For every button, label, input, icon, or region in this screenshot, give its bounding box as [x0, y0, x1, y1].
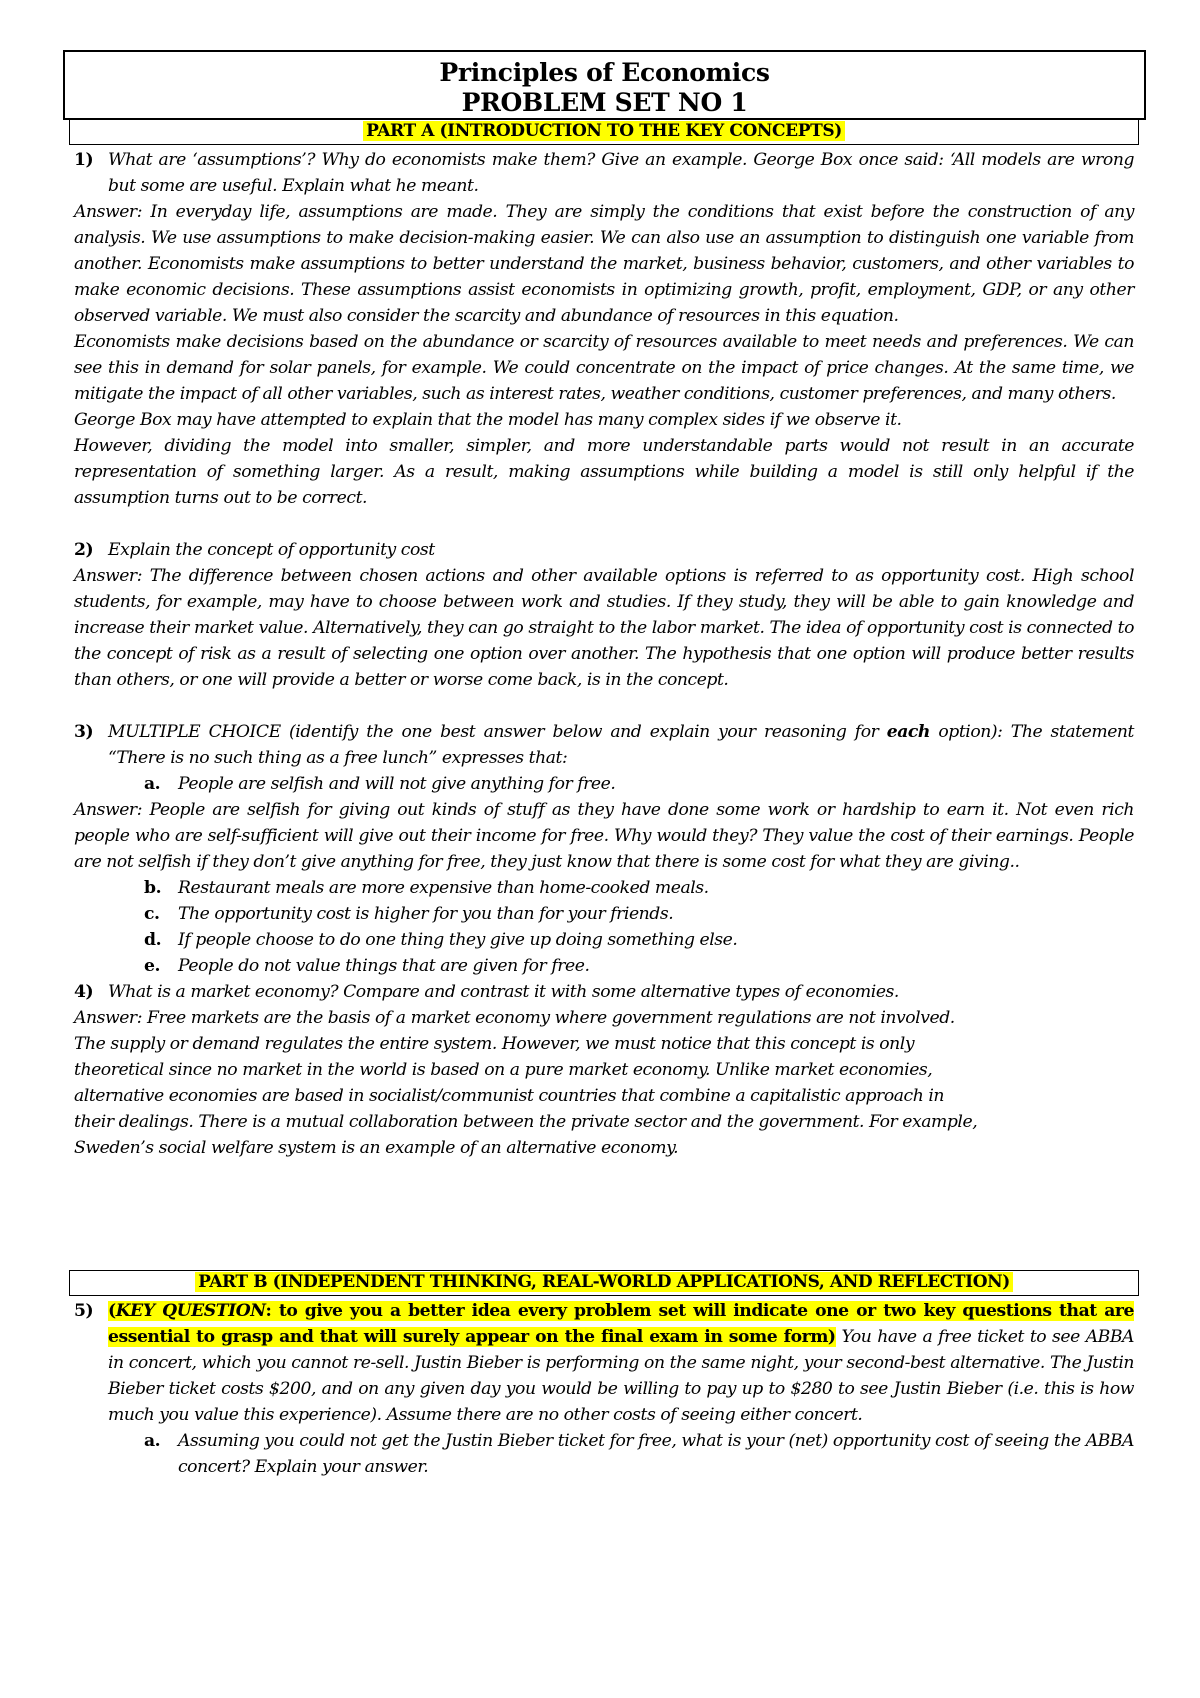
answer-paragraph: Answer: The difference between chosen actions and other available options is referred to as opportunity cost. High school students, for example, may have to choose between work and studies. If they study, they will be able to gain knowledge and increase their market value. Alternatively, they can go straight to the labor market. The idea of opportunity cost is connected to the concept of risk as a result of selecting one option over another. The hypothesis that one option will produce better results than others, or one will provide a better or worse come back, is in the concept.: [74, 566, 1134, 690]
key-question-text: : to give you a better idea every problem set will indicate one or two key questions that are essential to grasp and that will surely appear on the final exam in some form): [108, 1301, 1134, 1347]
option-d: [144, 927, 1134, 953]
option-label: d.: [144, 930, 162, 950]
option-text: Restaurant meals are more expensive than home-cooked meals.: [178, 878, 709, 898]
option-text: People are selfish and will not give anything for free.: [178, 774, 616, 794]
question-number: 2): [74, 540, 94, 560]
option-e: [144, 953, 1134, 979]
question-text-end: option): The statement “There is no such thing as a free lunch” expresses that:: [108, 722, 1134, 768]
question-text: [108, 719, 1134, 771]
option-a-answer: Answer: People are selfish for giving out kinds of stuff as they have done some work or hardship to earn it. Not even rich people who are self-sufficient will give out their income for free. Why would they? They value the cost of their earnings. People are not selfish if they don’t give anything for free, they just know that there is some cost for what they are giving..: [74, 800, 1134, 872]
option-label: b.: [144, 878, 162, 898]
option-label: c.: [144, 904, 160, 924]
sub-question-a: [144, 1428, 1134, 1480]
question-number: 1): [74, 150, 94, 170]
answer-paragraph: However, dividing the model into smaller, simpler, and more understandable parts would not result in an accurate representation of something larger. As a result, making assumptions while building a model is still only helpful if the assumption turns out to be correct.: [74, 436, 1134, 508]
document-body: [74, 147, 1134, 1161]
key-open: (: [108, 1301, 116, 1321]
option-b: [144, 875, 1134, 901]
option-text: People do not value things that are given for free.: [178, 956, 590, 976]
part-b-label: PART B (INDEPENDENT THINKING, REAL-WORLD APPLICATIONS, AND REFLECTION): [195, 1272, 1013, 1292]
question-4: [74, 979, 1134, 1005]
question-text: [108, 1298, 1134, 1428]
part-b-header: [69, 1270, 1139, 1296]
part-a-label: PART A (INTRODUCTION TO THE KEY CONCEPTS): [363, 121, 845, 141]
option-a: [144, 771, 1134, 797]
question-number: 4): [74, 982, 94, 1002]
sub-question-text: Assuming you could not get the Justin Bieber ticket for free, what is your (net) opportunity cost of seeing the ABBA concert? Explain your answer.: [178, 1431, 1134, 1477]
question-body: You have a free ticket to see ABBA in concert, which you cannot re-sell. Justin Bieber is performing on the same night, your second-best alternative. The Justin Bieber ticket costs $200, and on any given day you would be willing to pay up to $280 to see Justin Bieber (i.e. this is how much you value this experience). Assume there are no other costs of seeing either concert.: [108, 1327, 1134, 1425]
document-title: Principles of Economics: [439, 58, 770, 87]
question-2: [74, 537, 1134, 563]
part-a-header: [69, 119, 1139, 145]
question-text: What are ‘assumptions’? Why do economists make them? Give an example. George Box once said: ‘All models are wrong but some are useful. Explain what he meant.: [108, 150, 1134, 196]
question-1: [74, 147, 1134, 199]
question-text: Explain the concept of opportunity cost: [108, 540, 435, 560]
part-b-body: [74, 1298, 1134, 1480]
problem-set-title: PROBLEM SET NO 1: [461, 88, 748, 117]
answer-paragraph: Answer: In everyday life, assumptions are made. They are simply the conditions that exist before the construction of any analysis. We use assumptions to make decision-making easier. We can also use an assumption to distinguish one variable from another. Economists make assumptions to better understand the market, business behavior, customers, and other variables to make economic decisions. These assumptions assist economists in optimizing growth, profit, employment, GDP, or any other observed variable. We must also consider the scarcity and abundance of resources in this equation.: [74, 202, 1134, 326]
option-text: If people choose to do one thing they give up doing something else.: [178, 930, 738, 950]
option-text: The opportunity cost is higher for you than for your friends.: [178, 904, 674, 924]
answer-paragraph: George Box may have attempted to explain that the model has many complex sides if we observe it.: [74, 410, 902, 430]
answer-paragraph: Answer: Free markets are the basis of a market economy where government regulations are not involved. The supply or demand regulates the entire system. However, we must notice that this concept is only theoretical since no market in the world is based on a pure market economy. Unlike market economies, alternative economies are based in socialist/communist countries that combine a capitalistic approach in their dealings. There is a mutual collaboration between the private sector and the government. For example, Sweden’s social welfare system is an example of an alternative economy.: [74, 1008, 978, 1158]
question-3: [74, 719, 1134, 771]
question-number: 5): [74, 1301, 94, 1321]
question-5: [74, 1298, 1134, 1428]
option-label: e.: [144, 956, 161, 976]
question-text-emphasis: each: [886, 722, 930, 742]
sub-question-label: a.: [144, 1431, 161, 1451]
title-box: [63, 50, 1146, 120]
option-c: [144, 901, 1134, 927]
option-label: a.: [144, 774, 161, 794]
question-text: What is a market economy? Compare and contrast it with some alternative types of economies.: [108, 982, 899, 1002]
key-question-label: KEY QUESTION: [115, 1301, 266, 1321]
answer-paragraph: Economists make decisions based on the abundance or scarcity of resources available to meet needs and preferences. We can see this in demand for solar panels, for example. We could concentrate on the impact of price changes. At the same time, we mitigate the impact of all other variables, such as interest rates, weather conditions, customer preferences, and many others.: [74, 332, 1134, 404]
question-number: 3): [74, 722, 94, 742]
question-text-start: MULTIPLE CHOICE (identify the one best answer below and explain your reasoning for: [108, 722, 887, 742]
